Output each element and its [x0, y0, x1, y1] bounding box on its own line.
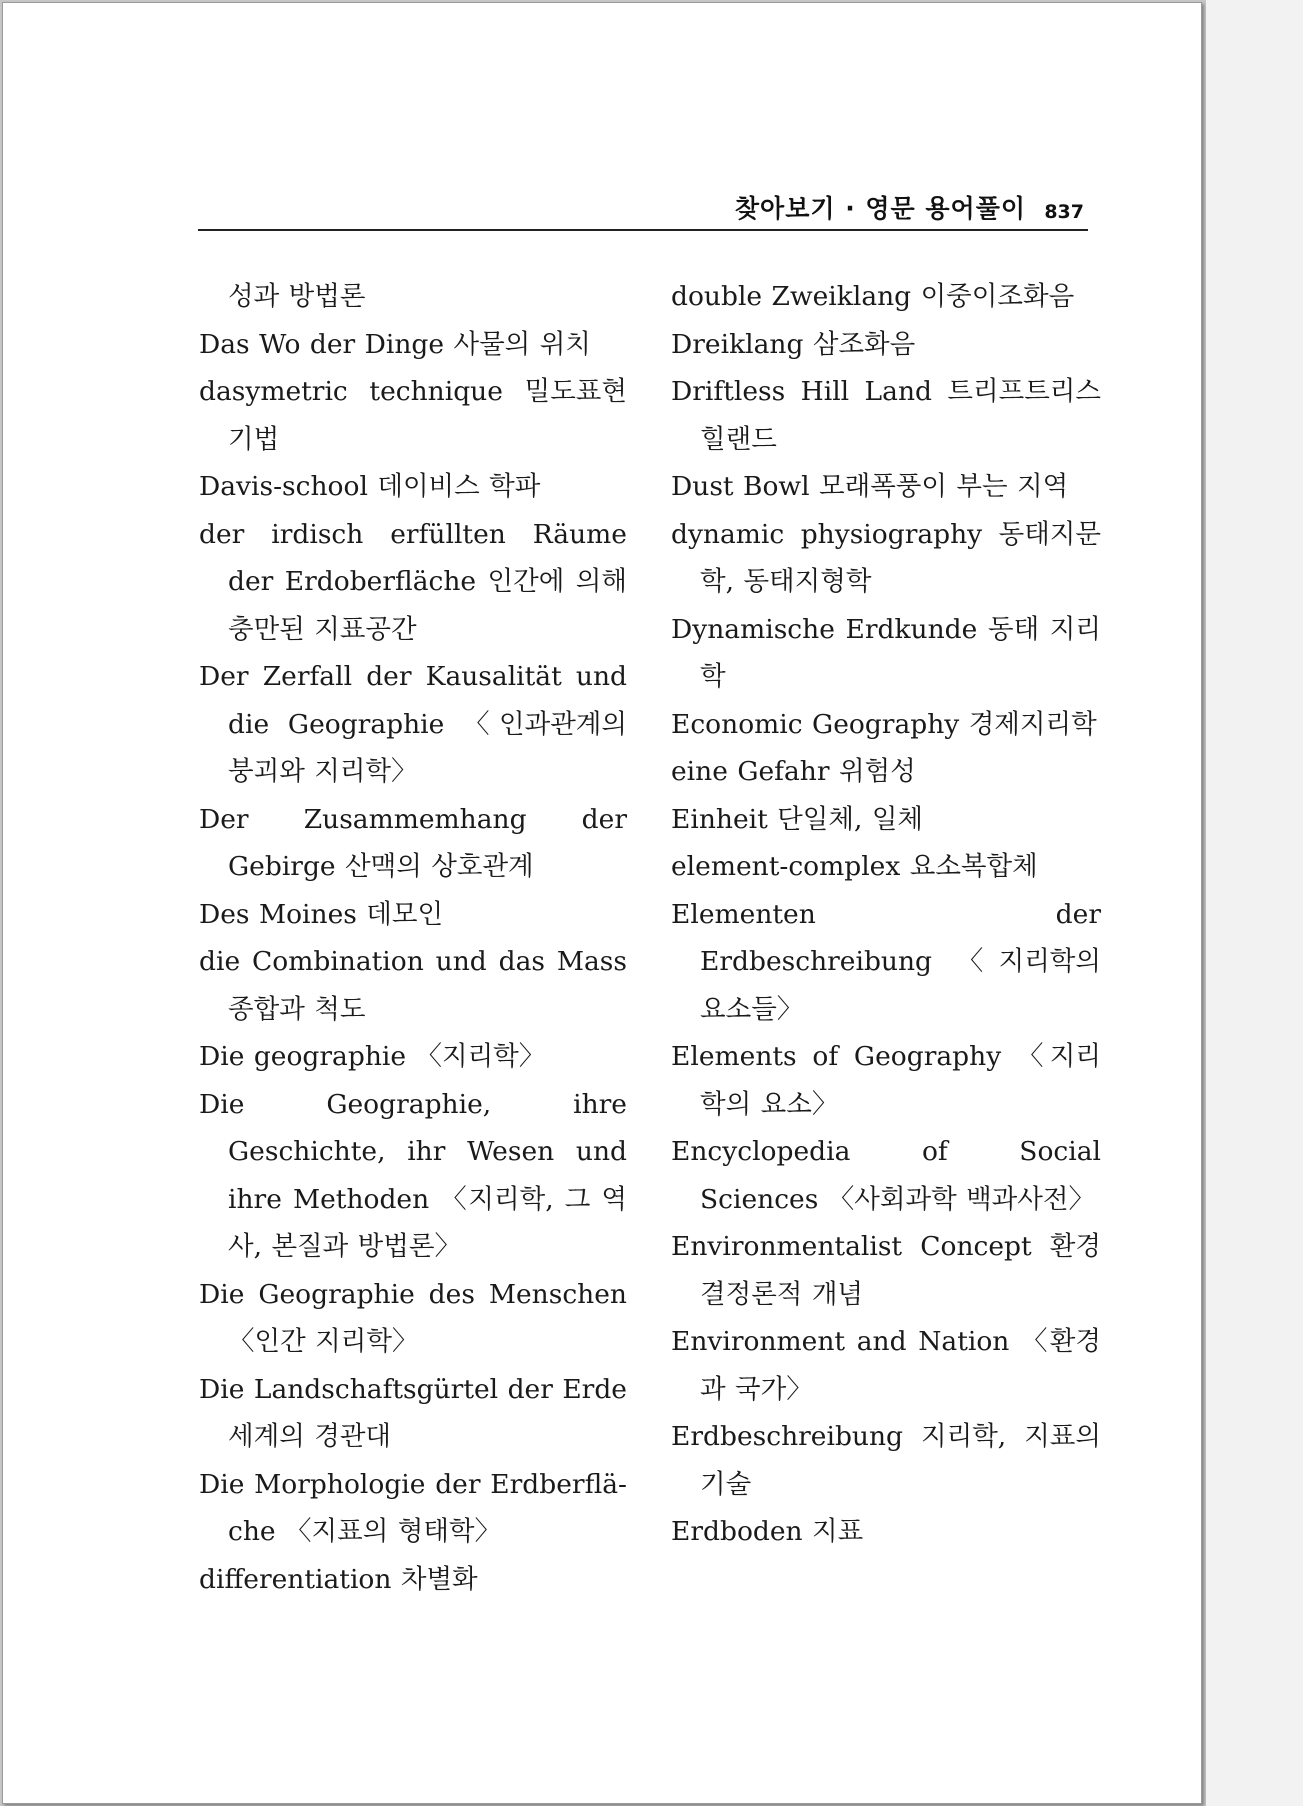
index-entry: Dreiklang 삼조화음 — [671, 328, 916, 360]
index-entry: Der Zerfall der Kausalität und die Geographie 〈인과관계의 붕괴와 지리학〉 — [199, 661, 627, 787]
right-column — [671, 273, 1101, 1556]
index-entry: Die Morphologie der Erdberflä-che 〈지표의 형태학〉 — [199, 1468, 627, 1547]
index-entry: dasymetric technique 밀도표현 기법 — [199, 376, 627, 455]
index-entry: eine Gefahr 위험성 — [671, 756, 916, 787]
index-entry: Elementen der Erdbeschreibung 〈지리학의 요소들〉 — [671, 898, 1101, 1025]
index-entry: der irdisch erfüllten Räume der Erdoberfläche 인간에 의해 충만된 지표공간 — [199, 518, 627, 645]
index-entry: Des Moines 데모인 — [199, 898, 444, 930]
book-page — [2, 2, 1202, 1804]
index-entry: Environment and Nation 〈환경과 국가〉 — [671, 1326, 1101, 1405]
viewer-gutter — [1206, 0, 1303, 1806]
index-entry: Die geographie 〈지리학〉 — [199, 1041, 546, 1072]
index-entry: Erdboden 지표 — [671, 1516, 864, 1547]
index-entry: Driftless Hill Land 트리프트리스 힐랜드 — [671, 376, 1101, 455]
index-entry: Das Wo der Dinge 사물의 위치 — [199, 328, 591, 360]
index-entry: dynamic physiography 동태지문학, 동태지형학 — [671, 518, 1101, 597]
index-entry: 성과 방법론 — [228, 281, 366, 312]
running-head-title: 찾아보기 · 영문 용어풀이 — [734, 194, 1026, 223]
index-entry: Environmentalist Concept 환경결정론적 개념 — [671, 1231, 1101, 1310]
running-head — [198, 195, 1088, 231]
index-entry: Encyclopedia of Social Sciences 〈사회과학 백과사전〉 — [671, 1136, 1101, 1215]
index-entry: Der Zusammemhang der Gebirge 산맥의 상호관계 — [199, 803, 627, 882]
index-entry: Elements of Geography 〈지리학의 요소〉 — [671, 1041, 1101, 1120]
index-entry: Economic Geography 경제지리학 — [671, 708, 1097, 740]
index-entry: Die Geographie, ihre Geschichte, ihr Wesen und ihre Methoden 〈지리학, 그 역사, 본질과 방법론〉 — [199, 1088, 627, 1262]
index-entry: Die Landschaftsgürtel der Erde 세계의 경관대 — [199, 1373, 627, 1452]
index-entry: differentiation 차별화 — [199, 1563, 478, 1595]
index-entry: Erdbeschreibung 지리학, 지표의 기술 — [671, 1421, 1101, 1500]
left-column — [199, 273, 627, 1603]
index-entry: Davis-school 데이비스 학파 — [199, 471, 541, 502]
page-number: 837 — [1044, 201, 1084, 223]
index-entry: Dust Bowl 모래폭풍이 부는 지역 — [671, 471, 1069, 502]
index-entry: Dynamische Erdkunde 동태 지리학 — [671, 613, 1101, 692]
index-entry: double Zweiklang 이중이조화음 — [671, 281, 1075, 312]
index-entry: die Combination und das Mass 종합과 척도 — [199, 946, 627, 1025]
index-entry: Einheit 단일체, 일체 — [671, 803, 924, 835]
index-entry: Die Geographie des Menschen 〈인간 지리학〉 — [199, 1278, 627, 1357]
index-entry: element-complex 요소복합체 — [671, 851, 1038, 882]
